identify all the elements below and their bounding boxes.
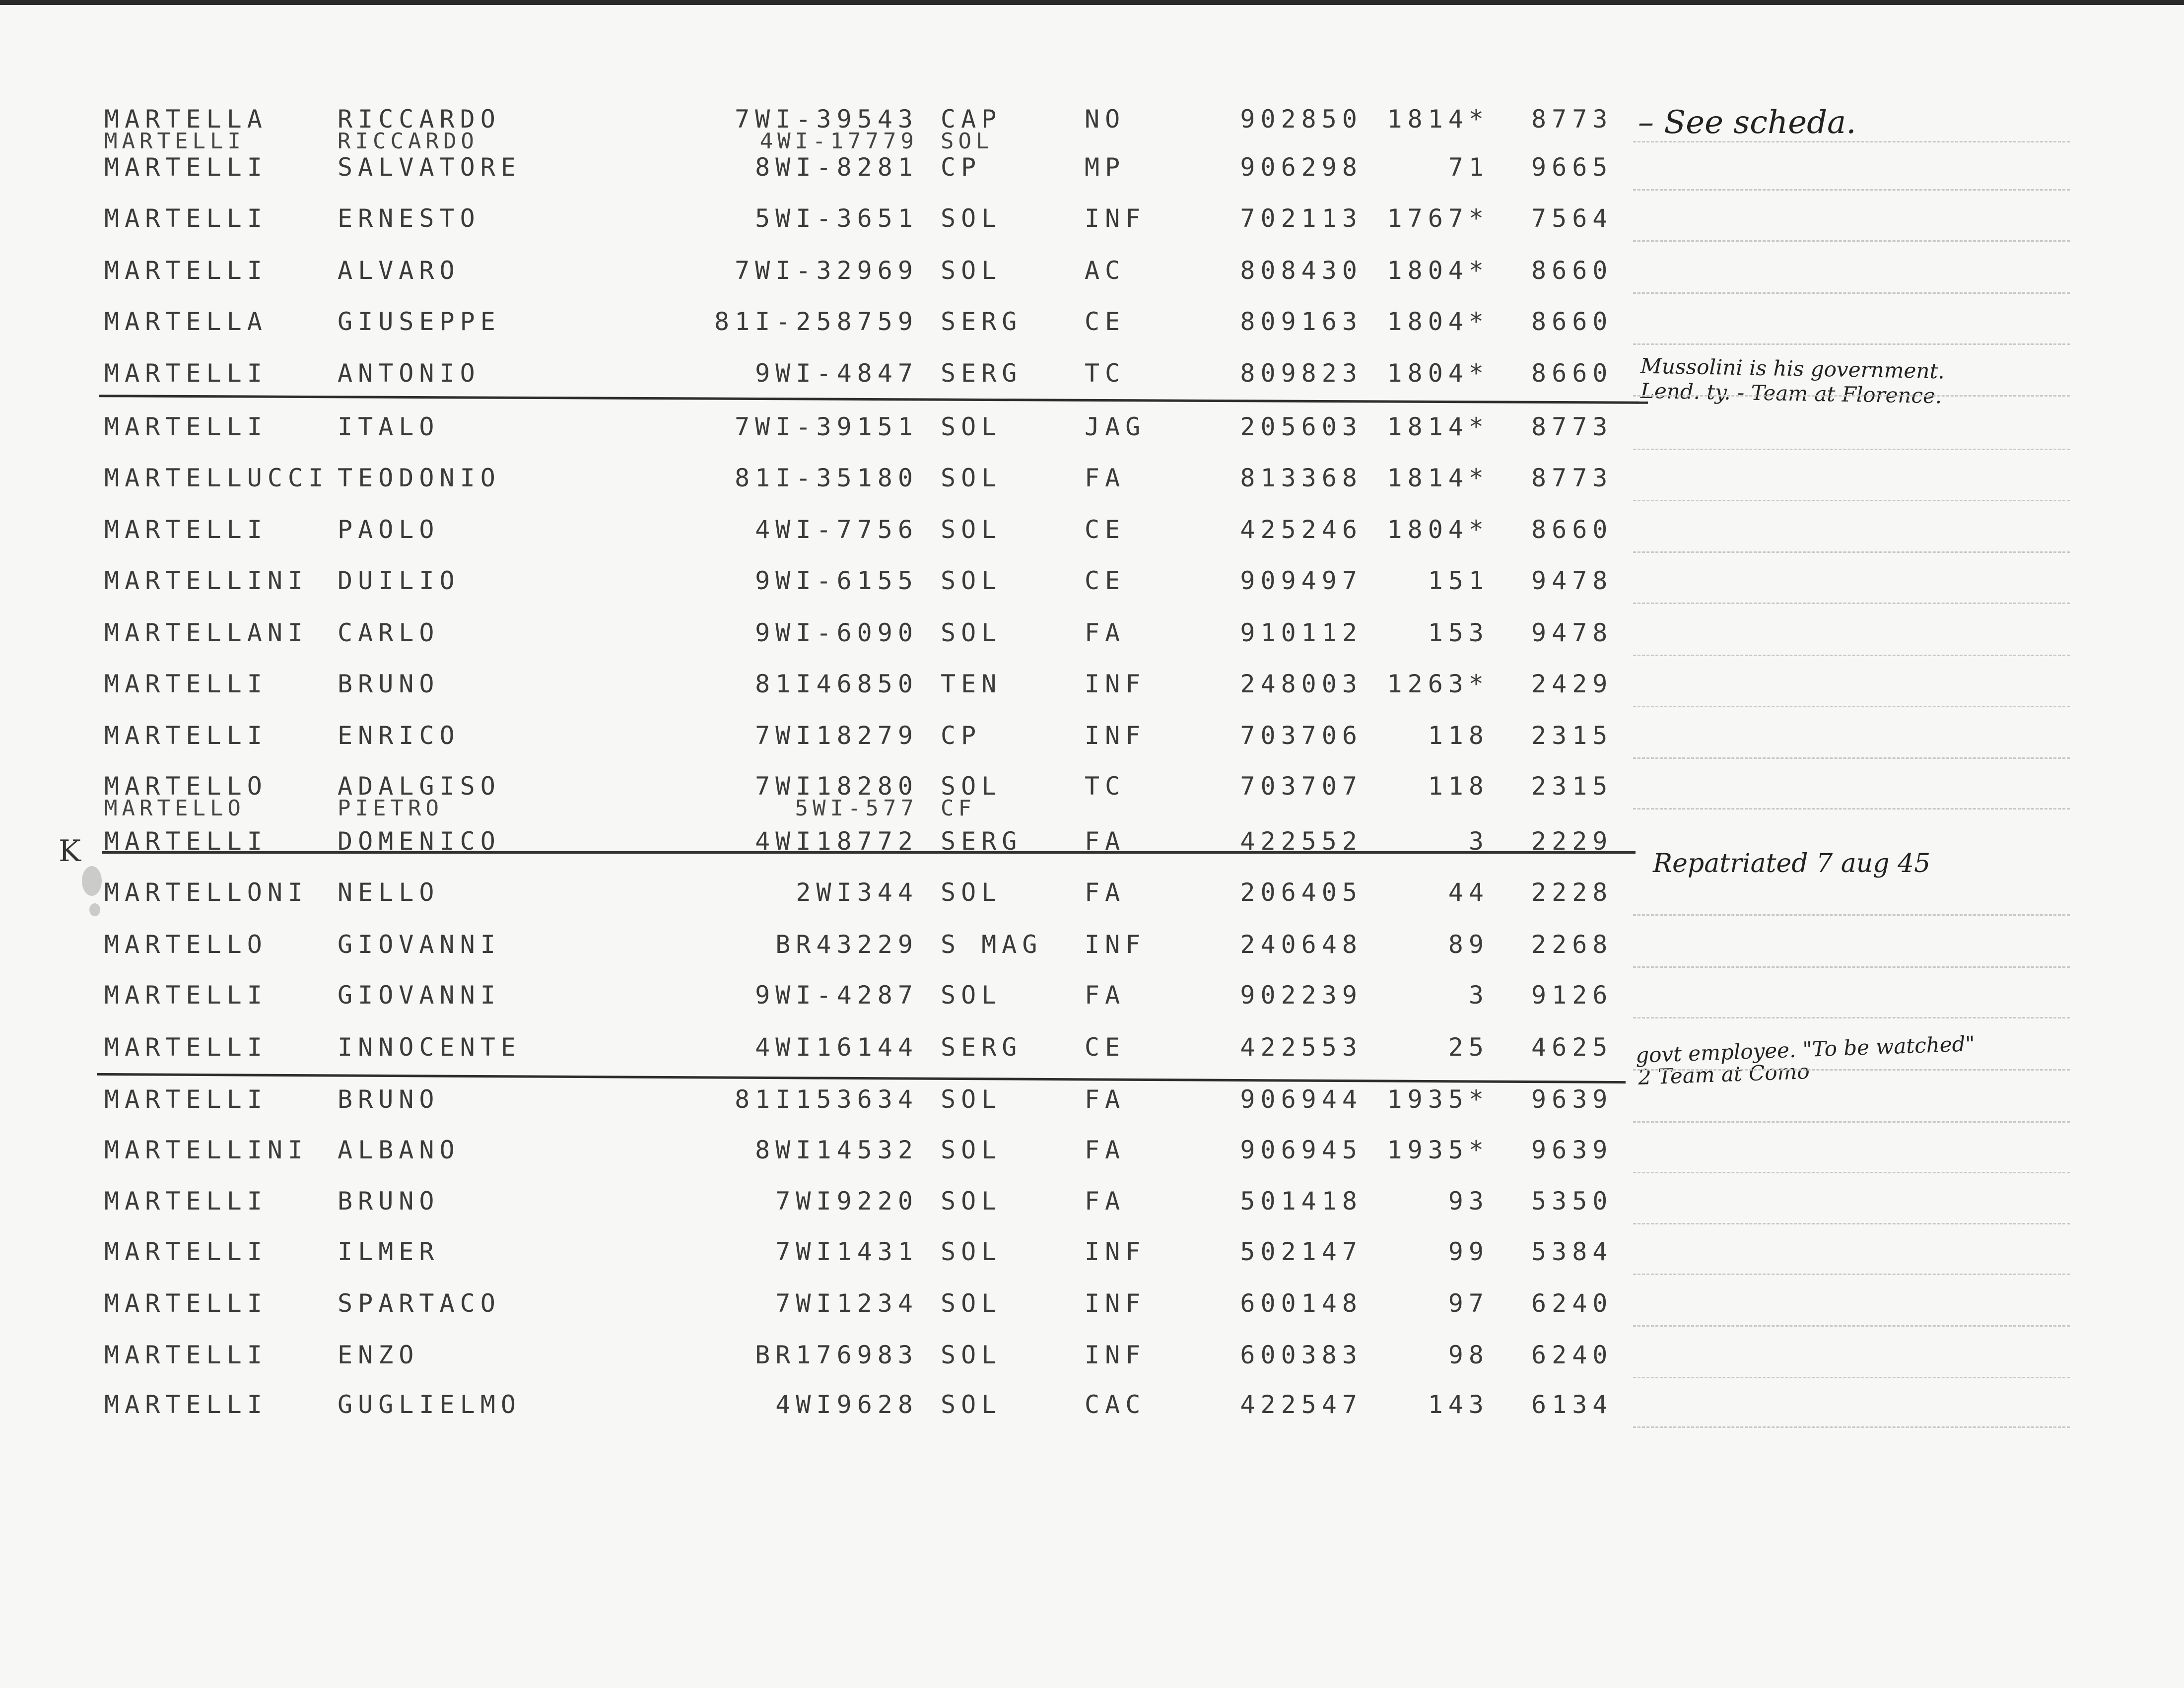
cell-given: ANTONIO	[338, 359, 480, 388]
cell-file: 2229	[1531, 827, 1613, 856]
cell-serial: 7WI9220	[775, 1187, 918, 1215]
cell-serial: 81I46850	[755, 670, 918, 698]
cell-id: 902850	[1240, 105, 1363, 134]
cell-surname: MARTELLI	[104, 670, 268, 698]
cell-surname: MARTELLI	[104, 981, 268, 1010]
cell-branch: CE	[1085, 1033, 1126, 1062]
cell-surname: MARTELLI	[104, 515, 268, 544]
annotation-k-mark: K	[59, 834, 81, 869]
cell-surname: MARTELLA	[104, 307, 268, 336]
dotted-leader	[1633, 551, 2070, 553]
cell-id: 425246	[1240, 515, 1363, 544]
cell-given: ERNESTO	[338, 204, 480, 233]
cell-id: 501418	[1240, 1187, 1363, 1215]
cell-file: 8773	[1531, 105, 1613, 134]
cell-serial: 7WI1431	[775, 1237, 918, 1266]
cell-given: ALBANO	[338, 1136, 460, 1164]
cell-serial: 4WI9628	[775, 1390, 918, 1419]
cell-rank: SOL	[941, 1136, 1002, 1164]
cell-file: 6134	[1531, 1390, 1613, 1419]
roster-row	[0, 826, 2184, 879]
roster-row	[0, 1032, 2184, 1085]
cell-code: 1814*	[1387, 464, 1489, 492]
cell-given: CARLO	[338, 618, 440, 647]
dotted-leader	[1633, 395, 2070, 397]
roster-row	[0, 1288, 2184, 1341]
cell-file: 9478	[1531, 618, 1613, 647]
cell-rank: CP	[941, 153, 982, 182]
cell-code: 1804*	[1387, 256, 1489, 285]
roster-row	[0, 152, 2184, 205]
cell-code: 118	[1428, 772, 1489, 801]
cell-surname: MARTELLI	[104, 827, 268, 856]
dotted-leader	[1633, 1426, 2070, 1428]
cell-given: BRUNO	[338, 1085, 440, 1114]
cell-serial: 81I153634	[735, 1085, 918, 1114]
cell-code: 93	[1448, 1187, 1489, 1215]
cell-serial: 81I-258759	[714, 307, 918, 336]
cell-id: 902239	[1240, 981, 1363, 1010]
cell-serial: 2WI344	[796, 878, 918, 907]
cell-rank: SOL	[941, 1289, 1002, 1318]
cell-branch: CAC	[1085, 1390, 1146, 1419]
dotted-leader	[1633, 808, 2070, 810]
dotted-leader	[1633, 1325, 2070, 1327]
cell-code: 1814*	[1387, 412, 1489, 441]
cell-branch: INF	[1085, 1341, 1146, 1369]
dotted-leader	[1633, 1223, 2070, 1224]
cell-file: 8660	[1531, 515, 1613, 544]
cell-rank: SERG	[941, 827, 1023, 856]
dotted-leader	[1633, 240, 2070, 242]
cell-serial: 7WI1234	[775, 1289, 918, 1318]
cell-id: 909497	[1240, 566, 1363, 595]
cell-surname: MARTELLI	[104, 1085, 268, 1114]
cell-branch: FA	[1085, 1136, 1126, 1164]
dotted-leader	[1633, 603, 2070, 604]
dotted-leader	[1633, 141, 2070, 142]
roster-row	[0, 307, 2184, 359]
cell-id: 809163	[1240, 307, 1363, 336]
cell-id: 600383	[1240, 1341, 1363, 1369]
cell-branch: JAG	[1085, 412, 1146, 441]
cell-id: 422552	[1240, 827, 1363, 856]
strikethrough-line	[102, 851, 1636, 854]
cell-id: 205603	[1240, 412, 1363, 441]
cell-file: 8773	[1531, 464, 1613, 492]
roster-row	[0, 980, 2184, 1033]
sub-cell-given: PIETRO	[338, 796, 443, 821]
cell-rank: SERG	[941, 307, 1023, 336]
cell-file: 6240	[1531, 1289, 1613, 1318]
cell-code: 71	[1448, 153, 1489, 182]
cell-branch: CE	[1085, 566, 1126, 595]
cell-surname: MARTELLINI	[104, 566, 309, 595]
cell-serial: 81I-35180	[735, 464, 918, 492]
cell-branch: FA	[1085, 464, 1126, 492]
cell-branch: FA	[1085, 618, 1126, 647]
cell-given: GIUSEPPE	[338, 307, 501, 336]
cell-file: 5350	[1531, 1187, 1613, 1215]
cell-serial: 9WI-6155	[755, 566, 918, 595]
cell-rank: SOL	[941, 772, 1002, 801]
cell-id: 906298	[1240, 153, 1363, 182]
roster-row	[0, 1390, 2184, 1442]
cell-serial: 9WI-4847	[755, 359, 918, 388]
cell-id: 808430	[1240, 256, 1363, 285]
cell-surname: MARTELLI	[104, 1237, 268, 1266]
cell-code: 153	[1428, 618, 1489, 647]
dotted-leader	[1633, 1172, 2070, 1173]
cell-branch: MP	[1085, 153, 1126, 182]
dotted-leader	[1633, 500, 2070, 501]
cell-id: 703707	[1240, 772, 1363, 801]
cell-file: 2228	[1531, 878, 1613, 907]
cell-id: 240648	[1240, 930, 1363, 959]
cell-given: ALVARO	[338, 256, 460, 285]
cell-file: 8660	[1531, 256, 1613, 285]
cell-file: 7564	[1531, 204, 1613, 233]
cell-surname: MARTELLI	[104, 1341, 268, 1369]
cell-branch: FA	[1085, 981, 1126, 1010]
cell-code: 1767*	[1387, 204, 1489, 233]
cell-rank: SERG	[941, 1033, 1023, 1062]
cell-file: 2315	[1531, 772, 1613, 801]
cell-rank: SOL	[941, 618, 1002, 647]
sub-cell-given: RICCARDO	[338, 129, 478, 154]
cell-serial: 9WI-4287	[755, 981, 918, 1010]
cell-surname: MARTELLI	[104, 153, 268, 182]
cell-code: 3	[1468, 827, 1489, 856]
roster-row	[0, 412, 2184, 465]
dotted-leader	[1633, 449, 2070, 450]
cell-code: 1935*	[1387, 1136, 1489, 1164]
cell-code: 1804*	[1387, 515, 1489, 544]
cell-given: DUILIO	[338, 566, 460, 595]
cell-serial: 8WI-8281	[755, 153, 918, 182]
cell-branch: INF	[1085, 930, 1146, 959]
cell-branch: INF	[1085, 670, 1146, 698]
cell-branch: AC	[1085, 256, 1126, 285]
cell-given: BRUNO	[338, 670, 440, 698]
sub-cell-surname: MARTELLO	[104, 796, 245, 821]
cell-code: 1804*	[1387, 359, 1489, 388]
cell-id: 206405	[1240, 878, 1363, 907]
cell-code: 118	[1428, 721, 1489, 750]
dotted-leader	[1633, 655, 2070, 656]
dotted-leader	[1633, 1069, 2070, 1071]
dotted-leader	[1633, 1017, 2070, 1018]
dotted-leader	[1633, 1121, 2070, 1123]
cell-given: TEODONIO	[338, 464, 501, 492]
dotted-leader	[1633, 1377, 2070, 1378]
cell-given: ITALO	[338, 412, 440, 441]
cell-rank: SOL	[941, 1237, 1002, 1266]
dotted-leader	[1633, 189, 2070, 191]
cell-given: DOMENICO	[338, 827, 501, 856]
cell-serial: 7WI18279	[755, 721, 918, 750]
cell-code: 99	[1448, 1237, 1489, 1266]
sub-cell-serial: 5WI-577	[795, 796, 918, 821]
cell-given: ADALGISO	[338, 772, 501, 801]
roster-row	[0, 669, 2184, 722]
cell-serial: 5WI-3651	[755, 204, 918, 233]
cell-code: 98	[1448, 1341, 1489, 1369]
cell-serial: 4WI18772	[755, 827, 918, 856]
cell-given: ILMER	[338, 1237, 440, 1266]
cell-serial: 4WI16144	[755, 1033, 918, 1062]
cell-id: 248003	[1240, 670, 1363, 698]
dotted-leader	[1633, 292, 2070, 294]
cell-branch: CE	[1085, 307, 1126, 336]
annotation-mussolini-line2: Lend. ty. - Team at Florence.	[1640, 378, 1942, 408]
cell-rank: SOL	[941, 1085, 1002, 1114]
annotation-repatriated: Repatriated 7 aug 45	[1653, 849, 1931, 878]
roster-row	[0, 721, 2184, 773]
cell-given: SALVATORE	[338, 153, 521, 182]
cell-code: 25	[1448, 1033, 1489, 1062]
cell-branch: TC	[1085, 772, 1126, 801]
overtyped-entry	[0, 796, 2184, 824]
cell-id: 703706	[1240, 721, 1363, 750]
annotation-govt-line2: 2 Team at Como	[1638, 1059, 1810, 1090]
cell-id: 813368	[1240, 464, 1363, 492]
cell-serial: 7WI-39543	[735, 105, 918, 134]
cell-file: 2315	[1531, 721, 1613, 750]
dotted-leader	[1633, 966, 2070, 968]
cell-rank: SOL	[941, 878, 1002, 907]
cell-id: 600148	[1240, 1289, 1363, 1318]
cell-given: ENZO	[338, 1341, 419, 1369]
cell-id: 502147	[1240, 1237, 1363, 1266]
sub-cell-rank: CF	[941, 796, 976, 821]
cell-given: PAOLO	[338, 515, 440, 544]
cell-serial: 7WI-39151	[735, 412, 918, 441]
cell-surname: MARTELLA	[104, 105, 268, 134]
cell-rank: SOL	[941, 464, 1002, 492]
cell-rank: SOL	[941, 566, 1002, 595]
cell-surname: MARTELLINI	[104, 1136, 309, 1164]
cell-file: 8660	[1531, 307, 1613, 336]
cell-code: 44	[1448, 878, 1489, 907]
cell-rank: SOL	[941, 1390, 1002, 1419]
cell-serial: 4WI-7756	[755, 515, 918, 544]
cell-surname: MARTELLO	[104, 772, 268, 801]
cell-serial: BR176983	[755, 1341, 918, 1369]
cell-rank: SOL	[941, 1341, 1002, 1369]
cell-file: 9639	[1531, 1085, 1613, 1114]
cell-id: 422553	[1240, 1033, 1363, 1062]
cell-surname: MARTELLO	[104, 930, 268, 959]
cell-branch: FA	[1085, 878, 1126, 907]
cell-branch: INF	[1085, 721, 1146, 750]
cell-rank: SERG	[941, 359, 1023, 388]
cell-surname: MARTELLONI	[104, 878, 309, 907]
dotted-leader	[1633, 343, 2070, 345]
cell-rank: SOL	[941, 981, 1002, 1010]
cell-rank: S MAG	[941, 930, 1043, 959]
annotation-mussolini-line1: Mussolini is his government.	[1640, 353, 1945, 384]
cell-surname: MARTELLI	[104, 1187, 268, 1215]
roster-row	[0, 515, 2184, 567]
cell-rank: TEN	[941, 670, 1002, 698]
cell-code: 97	[1448, 1289, 1489, 1318]
cell-branch: FA	[1085, 827, 1126, 856]
cell-id: 422547	[1240, 1390, 1363, 1419]
cell-given: BRUNO	[338, 1187, 440, 1215]
cell-serial: 9WI-6090	[755, 618, 918, 647]
cell-file: 6240	[1531, 1341, 1613, 1369]
roster-row	[0, 256, 2184, 308]
cell-branch: INF	[1085, 1289, 1146, 1318]
cell-file: 9126	[1531, 981, 1613, 1010]
cell-surname: MARTELLI	[104, 412, 268, 441]
cell-file: 2429	[1531, 670, 1613, 698]
cell-given: SPARTACO	[338, 1289, 501, 1318]
roster-row	[0, 1340, 2184, 1393]
cell-surname: MARTELLI	[104, 1390, 268, 1419]
roster-row	[0, 1186, 2184, 1239]
cell-file: 2268	[1531, 930, 1613, 959]
cell-branch: TC	[1085, 359, 1126, 388]
roster-row	[0, 358, 2184, 411]
cell-code: 89	[1448, 930, 1489, 959]
cell-rank: SOL	[941, 412, 1002, 441]
cell-surname: MARTELLANI	[104, 618, 309, 647]
cell-rank: SOL	[941, 256, 1002, 285]
cell-surname: MARTELLI	[104, 1289, 268, 1318]
cell-id: 910112	[1240, 618, 1363, 647]
cell-id: 702113	[1240, 204, 1363, 233]
cell-code: 1935*	[1387, 1085, 1489, 1114]
cell-file: 9639	[1531, 1136, 1613, 1164]
sub-cell-rank: SOL	[941, 129, 994, 154]
dotted-leader	[1633, 1274, 2070, 1275]
cell-rank: SOL	[941, 515, 1002, 544]
cell-surname: MARTELLI	[104, 256, 268, 285]
cell-given: RICCARDO	[338, 105, 501, 134]
dotted-leader	[1633, 757, 2070, 759]
cell-file: 9478	[1531, 566, 1613, 595]
cell-surname: MARTELLI	[104, 721, 268, 750]
cell-given: ENRICO	[338, 721, 460, 750]
cell-rank: SOL	[941, 204, 1002, 233]
cell-code: 1814*	[1387, 105, 1489, 134]
cell-branch: FA	[1085, 1187, 1126, 1215]
cell-given: GIOVANNI	[338, 981, 501, 1010]
dotted-leader	[1633, 914, 2070, 916]
roster-row	[0, 878, 2184, 930]
roster-row	[0, 463, 2184, 516]
cell-rank: SOL	[941, 1187, 1002, 1215]
cell-id: 809823	[1240, 359, 1363, 388]
cell-given: INNOCENTE	[338, 1033, 521, 1062]
cell-branch: FA	[1085, 1085, 1126, 1114]
cell-code: 1804*	[1387, 307, 1489, 336]
cell-branch: INF	[1085, 1237, 1146, 1266]
dotted-leader	[1633, 706, 2070, 707]
roster-row	[0, 1135, 2184, 1188]
cell-given: NELLO	[338, 878, 440, 907]
cell-serial: 7WI18280	[755, 772, 918, 801]
annotation-see-scheda: – See scheda.	[1638, 104, 1856, 141]
cell-surname: MARTELLI	[104, 359, 268, 388]
roster-row	[0, 930, 2184, 982]
cell-surname: MARTELLI	[104, 204, 268, 233]
cell-rank: CAP	[941, 105, 1002, 134]
cell-branch: INF	[1085, 204, 1146, 233]
roster-row	[0, 618, 2184, 671]
cell-code: 151	[1428, 566, 1489, 595]
roster-row	[0, 1084, 2184, 1137]
sub-cell-serial: 4WI-17779	[759, 129, 918, 154]
roster-row	[0, 771, 2184, 824]
roster-row	[0, 104, 2184, 157]
cell-id: 906944	[1240, 1085, 1363, 1114]
cell-rank: CP	[941, 721, 982, 750]
annotation-govt-line1: govt employee. "To be watched"	[1635, 1031, 1976, 1068]
roster-row	[0, 1237, 2184, 1289]
cell-file: 9665	[1531, 153, 1613, 182]
cell-file: 8773	[1531, 412, 1613, 441]
roster-row	[0, 203, 2184, 256]
cell-given: GIOVANNI	[338, 930, 501, 959]
cell-branch: CE	[1085, 515, 1126, 544]
cell-surname: MARTELLI	[104, 1033, 268, 1062]
sub-cell-surname: MARTELLI	[104, 129, 245, 154]
cell-branch: NO	[1085, 105, 1126, 134]
cell-serial: 7WI-32969	[735, 256, 918, 285]
cell-code: 1263*	[1387, 670, 1489, 698]
roster-row	[0, 566, 2184, 618]
cell-id: 906945	[1240, 1136, 1363, 1164]
cell-file: 5384	[1531, 1237, 1613, 1266]
cell-code: 143	[1428, 1390, 1489, 1419]
cell-file: 4625	[1531, 1033, 1613, 1062]
cell-given: GUGLIELMO	[338, 1390, 521, 1419]
cell-file: 8660	[1531, 359, 1613, 388]
cell-code: 3	[1468, 981, 1489, 1010]
cell-surname: MARTELLUCCI	[104, 464, 329, 492]
cell-serial: BR43229	[775, 930, 918, 959]
cell-serial: 8WI14532	[755, 1136, 918, 1164]
